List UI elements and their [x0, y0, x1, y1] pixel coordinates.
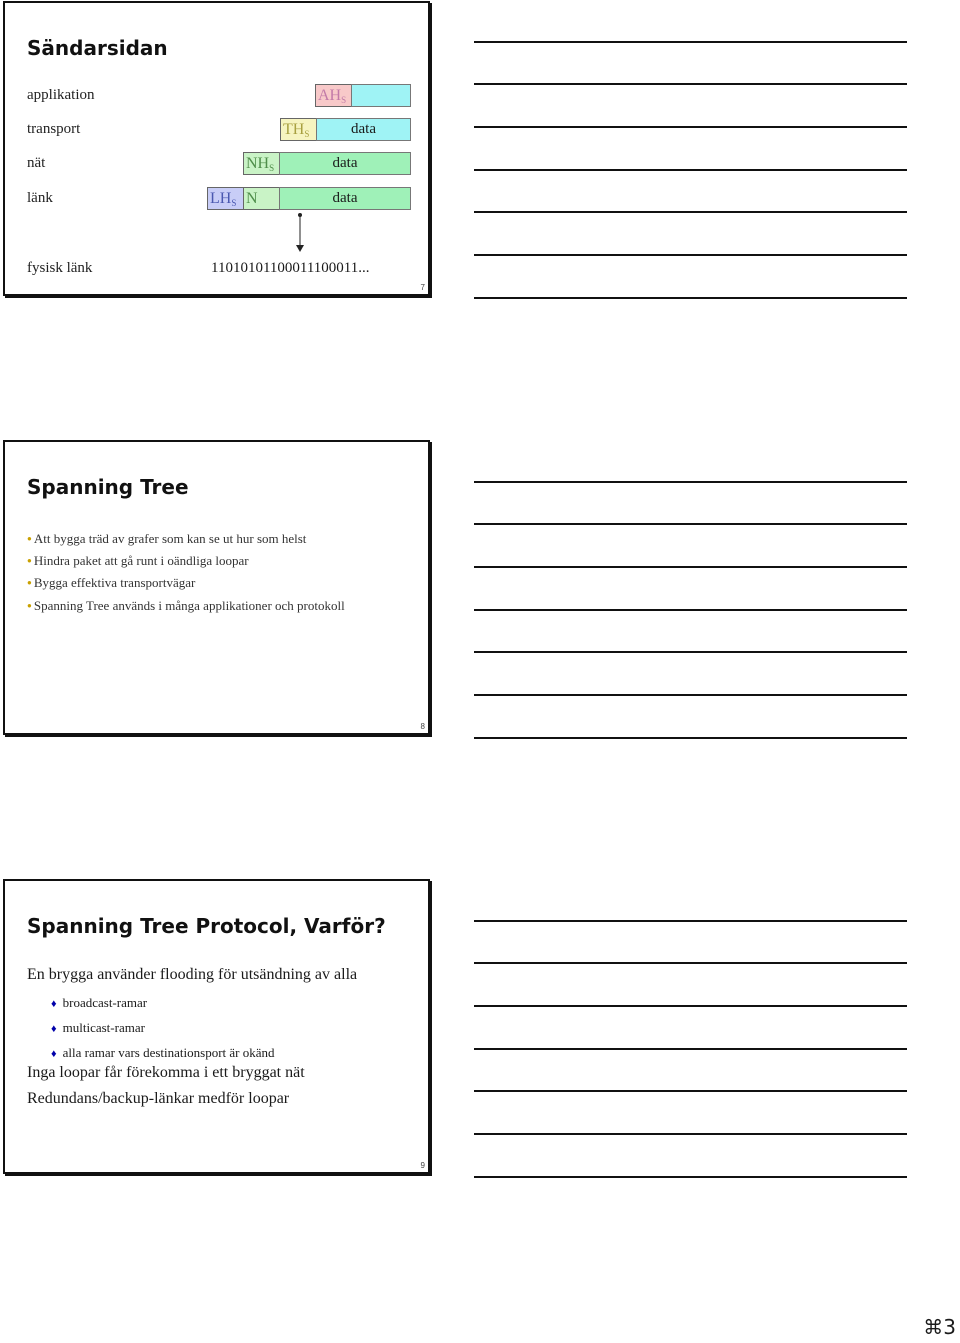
layer-label-network: nät — [27, 155, 46, 171]
body-line: Redundans/backup-länkar medför loopar — [27, 1090, 290, 1107]
network-data: data — [279, 152, 411, 175]
layer-label-physical: fysisk länk — [27, 260, 93, 276]
sub-bullet-list — [51, 991, 275, 1066]
bullet-list — [27, 528, 422, 615]
command-key-icon: ⌘ — [923, 1315, 944, 1339]
slide-spanning-tree — [3, 440, 430, 735]
page-number: 3 — [943, 1315, 956, 1339]
list-item: ● Spanning Tree används i många applikationer och protokoll — [27, 598, 345, 613]
notes-lines — [474, 879, 907, 1179]
slide-title: Spanning Tree Protocol, Varför? — [27, 914, 386, 938]
layer-label-transport: transport — [27, 121, 81, 137]
link-data: data — [279, 187, 411, 210]
slide-number: 9 — [420, 1161, 425, 1170]
link-network-fragment: N — [243, 187, 280, 210]
layer-label-application: applikation — [27, 87, 95, 103]
list-item: ♦ broadcast-ramar — [51, 995, 148, 1010]
diamond-bullet-icon: ♦ — [51, 998, 57, 1010]
body-line: Inga loopar får förekomma i ett bryggat nät — [27, 1064, 305, 1081]
diamond-bullet-icon: ♦ — [51, 1048, 57, 1060]
bullet-dot-icon: ● — [27, 534, 32, 543]
link-header: $LH_S$ — [207, 187, 244, 210]
intro-text: En brygga använder flooding för utsändning av alla — [27, 966, 358, 983]
diamond-bullet-icon: ♦ — [51, 1023, 57, 1035]
list-item: ♦ alla ramar vars destinationsport är okänd — [51, 1045, 275, 1060]
slide-number: 8 — [420, 722, 425, 731]
transport-header: $TH_S$ — [280, 118, 317, 141]
list-item: ♦ multicast-ramar — [51, 1020, 145, 1035]
application-header: $AH_S$ — [315, 84, 352, 107]
notes-lines — [474, 0, 907, 300]
bullet-dot-icon: ● — [27, 578, 32, 587]
transport-data: data — [316, 118, 411, 141]
slide-title: Spanning Tree — [27, 475, 189, 499]
bullet-dot-icon: ● — [27, 601, 32, 610]
list-item: ● Hindra paket att gå runt i oändliga loopar — [27, 553, 249, 568]
list-item: ● Att bygga träd av grafer som kan se ut hur som helst — [27, 531, 307, 546]
bit-stream: 11010101100011100011... — [211, 260, 370, 276]
notes-lines — [474, 440, 907, 740]
list-item: ● Bygga effektiva transportvägar — [27, 575, 196, 590]
slide-title: Sändarsidan — [27, 36, 168, 60]
network-header: $NH_S$ — [243, 152, 280, 175]
down-arrow-icon — [294, 211, 306, 253]
slide-number: 7 — [420, 283, 425, 292]
bullet-dot-icon: ● — [27, 556, 32, 565]
slide-stp-why — [3, 879, 430, 1174]
application-data — [351, 84, 411, 107]
page-marker — [923, 1315, 956, 1339]
layer-label-link: länk — [27, 190, 53, 206]
slide-sandarsidan — [3, 1, 430, 296]
